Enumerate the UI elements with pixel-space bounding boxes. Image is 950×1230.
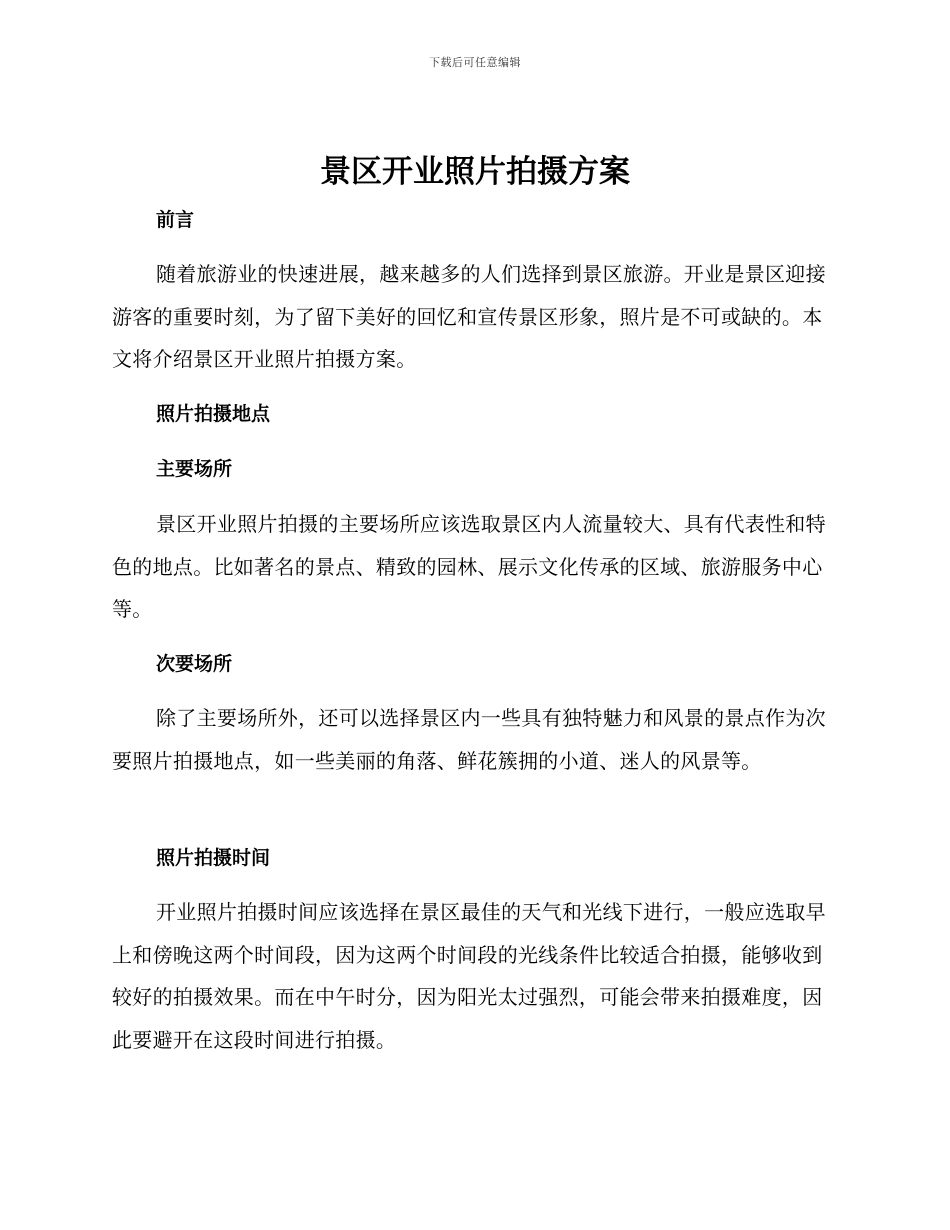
document-title: 景区开业照片拍摄方案 bbox=[320, 154, 630, 190]
section-heading-main-venue: 主要场所 bbox=[156, 458, 233, 480]
section-heading-shooting-time: 照片拍摄时间 bbox=[156, 847, 271, 869]
paragraph-secondary-venue: 除了主要场所外，还可以选择景区内一些具有独特魅力和风景的景点作为次要照片拍摄地点，如一些美丽的角落、鲜花簇拥的小道、迷人的风景等。 bbox=[112, 706, 826, 773]
paragraph-shooting-time: 开业照片拍摄时间应该选择在景区最佳的天气和光线下进行，一般应选取早上和傍晚这两个时间段，因为这两个时间段的光线条件比较适合拍摄，能够收到较好的拍摄效果。而在中午时分，因为阳光太过强烈，可能会带来拍摄难度，因此要避开在这段时间进行拍摄。 bbox=[112, 900, 826, 1052]
section-heading-preface: 前言 bbox=[156, 209, 195, 231]
paragraph-main-venue: 景区开业照片拍摄的主要场所应该选取景区内人流量较大、具有代表性和特色的地点。比如著名的景点、精致的园林、展示文化传承的区域、旅游服务中心等。 bbox=[112, 512, 826, 621]
header-note: 下载后可任意编辑 bbox=[429, 56, 521, 69]
section-heading-secondary-venue: 次要场所 bbox=[156, 653, 233, 675]
paragraph-preface: 随着旅游业的快速进展，越来越多的人们选择到景区旅游。开业是景区迎接游客的重要时刻，为了留下美好的回忆和宣传景区形象，照片是不可或缺的。本文将介绍景区开业照片拍摄方案。 bbox=[112, 262, 826, 371]
section-heading-shooting-location: 照片拍摄地点 bbox=[156, 403, 271, 425]
